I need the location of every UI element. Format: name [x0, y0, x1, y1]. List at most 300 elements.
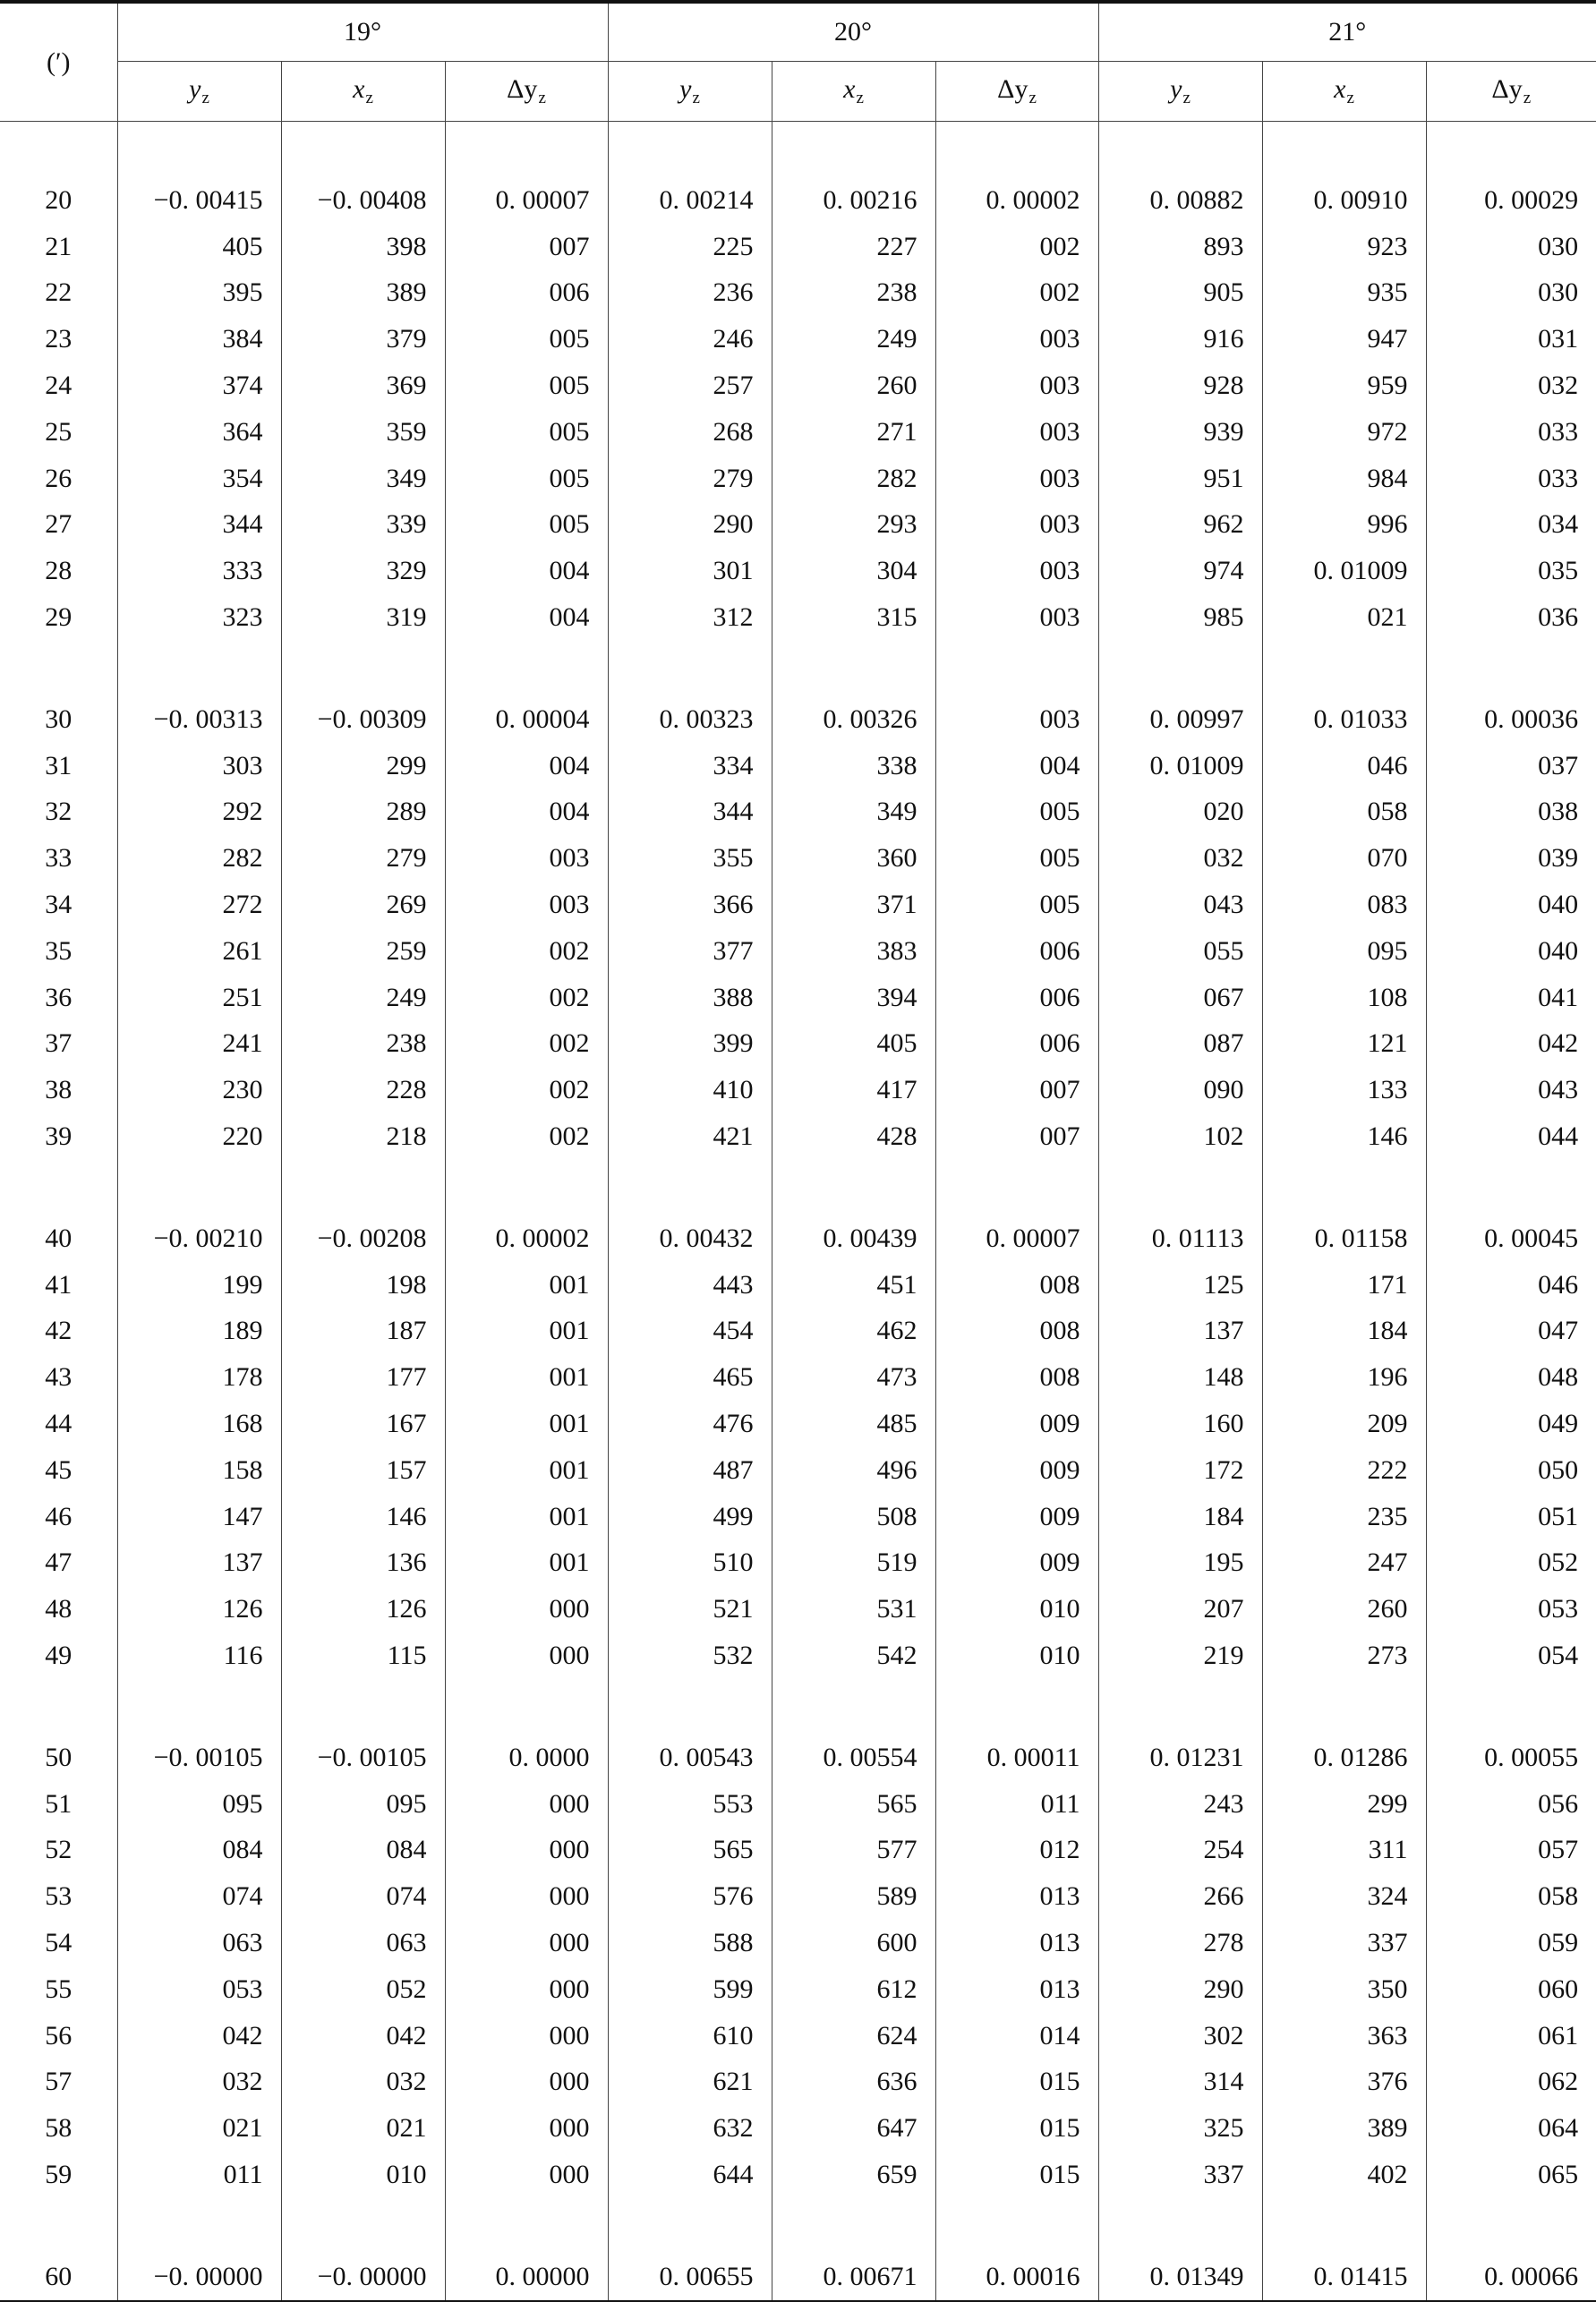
cell-x20: 260: [772, 362, 935, 409]
cell-x19: 187: [281, 1309, 445, 1355]
cell-dy20: 014: [935, 2013, 1098, 2059]
cell-minute: 51: [45, 1788, 73, 1819]
cell-x21: 184: [1262, 1309, 1426, 1355]
cell-x20: 451: [772, 1262, 935, 1309]
cell-x19: 115: [281, 1633, 445, 1679]
cell-y20: 0. 00432: [608, 1215, 772, 1262]
cell-dy21: 030: [1426, 270, 1596, 317]
cell-minute: 39: [45, 1121, 73, 1152]
cell-dy21: 061: [1426, 2013, 1596, 2059]
cell-x19: 063: [281, 1920, 445, 1966]
cell-dy19: 0. 00000: [445, 2254, 608, 2301]
cell-dy20: 008: [935, 1309, 1098, 1355]
cell-x19: 379: [281, 316, 445, 362]
cell-x20: 371: [772, 882, 935, 928]
cell-x19: 052: [281, 1966, 445, 2013]
cell-dy19: 001: [445, 1494, 608, 1540]
cell-y20: 499: [608, 1494, 772, 1540]
cell-dy21: 047: [1426, 1309, 1596, 1355]
cell-x21: 058: [1262, 789, 1426, 836]
cell-y20: 0. 00543: [608, 1735, 772, 1781]
cell-minute: 36: [45, 982, 73, 1012]
cell-x20: 249: [772, 316, 935, 362]
cell-dy21: 0. 00045: [1426, 1215, 1596, 1262]
cell-y20: 355: [608, 835, 772, 882]
cell-y20: 621: [608, 2059, 772, 2105]
cell-y19: 282: [117, 835, 281, 882]
cell-y20: 521: [608, 1586, 772, 1633]
cell-dy21: 051: [1426, 1494, 1596, 1540]
subheader-symbol: y: [1170, 74, 1182, 104]
cell-x19: 238: [281, 1021, 445, 1068]
table-body: [0, 122, 1596, 2301]
cell-x19: 359: [281, 409, 445, 456]
cell-y19: 116: [117, 1633, 281, 1679]
group-spacer: [0, 1160, 1596, 1215]
cell-x19: 289: [281, 789, 445, 836]
cell-x21: 363: [1262, 2013, 1426, 2059]
cell-y20: 312: [608, 594, 772, 641]
cell-x21: 324: [1262, 1873, 1426, 1920]
cell-y21: 325: [1098, 2105, 1262, 2152]
cell-dy21: 031: [1426, 316, 1596, 362]
cell-x21: 095: [1262, 928, 1426, 975]
cell-x20: 496: [772, 1447, 935, 1494]
cell-y20: 454: [608, 1309, 772, 1355]
cell-y19: 272: [117, 882, 281, 928]
cell-dy21: 033: [1426, 409, 1596, 456]
cell-x19: 259: [281, 928, 445, 975]
cell-y19: 063: [117, 1920, 281, 1966]
cell-y21: 337: [1098, 2152, 1262, 2198]
cell-x21: 0. 01033: [1262, 696, 1426, 743]
cell-x19: −0. 00105: [281, 1735, 445, 1781]
cell-minute: 37: [45, 1028, 73, 1059]
cell-y20: 290: [608, 502, 772, 549]
cell-dy20: 009: [935, 1447, 1098, 1494]
cell-x19: 329: [281, 548, 445, 594]
cell-dy19: 005: [445, 409, 608, 456]
cell-y20: 225: [608, 224, 772, 270]
cell-dy21: 032: [1426, 362, 1596, 409]
table-row: [0, 2105, 1596, 2152]
cell-y21: 102: [1098, 1113, 1262, 1160]
cell-x19: 167: [281, 1401, 445, 1447]
cell-x20: 227: [772, 224, 935, 270]
cell-minute: 23: [45, 324, 73, 354]
cell-dy20: 002: [935, 224, 1098, 270]
cell-dy20: 012: [935, 1828, 1098, 1874]
cell-minute: 31: [45, 750, 73, 780]
cell-x20: 542: [772, 1633, 935, 1679]
cell-dy21: 041: [1426, 975, 1596, 1021]
cell-x19: 126: [281, 1586, 445, 1633]
cell-minute: 47: [45, 1547, 73, 1578]
cell-x21: 935: [1262, 270, 1426, 317]
cell-dy21: 050: [1426, 1447, 1596, 1494]
degree-header-19: 19°: [117, 2, 608, 62]
table-row: [0, 502, 1596, 549]
cell-minute: 57: [45, 2067, 73, 2097]
cell-y19: 021: [117, 2105, 281, 2152]
cell-dy21: 059: [1426, 1920, 1596, 1966]
cell-x19: 269: [281, 882, 445, 928]
table-row: [0, 456, 1596, 502]
cell-dy21: 038: [1426, 789, 1596, 836]
cell-x19: 249: [281, 975, 445, 1021]
cell-y20: 246: [608, 316, 772, 362]
cell-minute: 29: [45, 602, 73, 633]
cell-y20: 268: [608, 409, 772, 456]
cell-x19: 021: [281, 2105, 445, 2152]
cell-dy21: 065: [1426, 2152, 1596, 2198]
group-spacer: [0, 122, 1596, 178]
cell-dy19: 000: [445, 1920, 608, 1966]
cell-minute: 49: [45, 1641, 73, 1670]
cell-dy20: 015: [935, 2152, 1098, 2198]
cell-x21: 083: [1262, 882, 1426, 928]
cell-dy20: 006: [935, 975, 1098, 1021]
cell-dy20: 003: [935, 548, 1098, 594]
cell-y19: 178: [117, 1354, 281, 1401]
cell-y19: −0. 00415: [117, 177, 281, 224]
table-row: [0, 1021, 1596, 1068]
cell-x19: 074: [281, 1873, 445, 1920]
cell-y19: 011: [117, 2152, 281, 2198]
cell-x19: 349: [281, 456, 445, 502]
cell-y20: 421: [608, 1113, 772, 1160]
cell-dy20: 013: [935, 1920, 1098, 1966]
cell-y19: 292: [117, 789, 281, 836]
cell-x20: 636: [772, 2059, 935, 2105]
cell-x20: 349: [772, 789, 935, 836]
cell-y19: 126: [117, 1586, 281, 1633]
cell-minute: 27: [45, 509, 73, 540]
cell-y21: 0. 01113: [1098, 1215, 1262, 1262]
cell-dy21: 043: [1426, 1067, 1596, 1113]
cell-minute: 58: [45, 2113, 73, 2144]
cell-dy21: 054: [1426, 1633, 1596, 1679]
cell-dy21: 052: [1426, 1540, 1596, 1587]
cell-x19: −0. 00208: [281, 1215, 445, 1262]
cell-dy21: 053: [1426, 1586, 1596, 1633]
cell-y19: −0. 00313: [117, 696, 281, 743]
cell-dy19: 003: [445, 882, 608, 928]
cell-y21: 160: [1098, 1401, 1262, 1447]
cell-minute: 43: [45, 1362, 73, 1393]
cell-x19: 339: [281, 502, 445, 549]
cell-y21: 207: [1098, 1586, 1262, 1633]
cell-y20: 388: [608, 975, 772, 1021]
cell-dy21: 0. 00055: [1426, 1735, 1596, 1781]
cell-x21: 923: [1262, 224, 1426, 270]
cell-x21: 121: [1262, 1021, 1426, 1068]
cell-y19: 042: [117, 2013, 281, 2059]
cell-x21: 0. 01415: [1262, 2254, 1426, 2301]
cell-minute: 33: [45, 843, 73, 874]
cell-dy19: 002: [445, 1067, 608, 1113]
table-row: [0, 1354, 1596, 1401]
cell-x19: 177: [281, 1354, 445, 1401]
cell-dy19: 001: [445, 1309, 608, 1355]
cell-dy20: 008: [935, 1354, 1098, 1401]
cell-x20: 428: [772, 1113, 935, 1160]
cell-y20: 465: [608, 1354, 772, 1401]
cell-x20: 417: [772, 1067, 935, 1113]
cell-minute: 53: [45, 1881, 73, 1912]
subheader-y-0: [117, 62, 281, 122]
cell-minute: 30: [45, 703, 73, 734]
group-spacer: [0, 641, 1596, 696]
table-row: [0, 1828, 1596, 1874]
cell-dy20: 011: [935, 1781, 1098, 1828]
cell-x21: 376: [1262, 2059, 1426, 2105]
cell-x20: 0. 00326: [772, 696, 935, 743]
cell-y20: 377: [608, 928, 772, 975]
subheader-subscript: z: [201, 89, 209, 107]
cell-dy21: 058: [1426, 1873, 1596, 1920]
table-row: [0, 2013, 1596, 2059]
table-row: [0, 224, 1596, 270]
cell-y19: 303: [117, 743, 281, 789]
cell-x21: 235: [1262, 1494, 1426, 1540]
cell-y19: 074: [117, 1873, 281, 1920]
subheader-symbol: x: [353, 74, 365, 104]
cell-y21: 043: [1098, 882, 1262, 928]
cell-y20: 0. 00214: [608, 177, 772, 224]
cell-dy19: 005: [445, 362, 608, 409]
cell-dy21: 039: [1426, 835, 1596, 882]
cell-y20: 366: [608, 882, 772, 928]
cell-y20: 410: [608, 1067, 772, 1113]
cell-minute: 20: [45, 184, 73, 215]
cell-dy20: 009: [935, 1494, 1098, 1540]
cell-y20: 632: [608, 2105, 772, 2152]
cell-x20: 383: [772, 928, 935, 975]
minute-header: (′): [0, 2, 117, 122]
table-row: [0, 1633, 1596, 1679]
cell-x20: 304: [772, 548, 935, 594]
cell-dy19: 004: [445, 743, 608, 789]
cell-dy21: 060: [1426, 1966, 1596, 2013]
cell-x20: 565: [772, 1781, 935, 1828]
cell-x19: 398: [281, 224, 445, 270]
table-row: [0, 1586, 1596, 1633]
cell-minute: 40: [45, 1223, 73, 1253]
cell-x21: 337: [1262, 1920, 1426, 1966]
cell-dy20: 0. 00007: [935, 1215, 1098, 1262]
cell-dy20: 010: [935, 1586, 1098, 1633]
cell-dy19: 004: [445, 594, 608, 641]
cell-x21: 260: [1262, 1586, 1426, 1633]
cell-x21: 0. 01009: [1262, 548, 1426, 594]
cell-x21: 046: [1262, 743, 1426, 789]
cell-x19: −0. 00408: [281, 177, 445, 224]
cell-y21: 974: [1098, 548, 1262, 594]
cell-dy21: 062: [1426, 2059, 1596, 2105]
cell-x19: 389: [281, 270, 445, 317]
cell-y19: −0. 00000: [117, 2254, 281, 2301]
cell-dy20: 003: [935, 502, 1098, 549]
cell-y20: 443: [608, 1262, 772, 1309]
cell-minute: 38: [45, 1075, 73, 1105]
cell-minute: 59: [45, 2159, 73, 2189]
cell-x21: 947: [1262, 316, 1426, 362]
cell-x19: −0. 00000: [281, 2254, 445, 2301]
cell-y19: 374: [117, 362, 281, 409]
cell-y19: 032: [117, 2059, 281, 2105]
cell-minute: 34: [45, 890, 73, 920]
cell-y21: 962: [1098, 502, 1262, 549]
cell-minute: 52: [45, 1835, 73, 1865]
cell-x21: 222: [1262, 1447, 1426, 1494]
cell-dy19: 002: [445, 1021, 608, 1068]
cell-x21: 196: [1262, 1354, 1426, 1401]
cell-dy21: 0. 00036: [1426, 696, 1596, 743]
table-row: [0, 1781, 1596, 1828]
cell-dy19: 005: [445, 456, 608, 502]
cell-x20: 405: [772, 1021, 935, 1068]
cell-minute: 35: [45, 935, 73, 966]
cell-x21: 984: [1262, 456, 1426, 502]
cell-y19: 251: [117, 975, 281, 1021]
cell-dy21: 049: [1426, 1401, 1596, 1447]
cell-dy21: 048: [1426, 1354, 1596, 1401]
cell-minute: 41: [45, 1269, 73, 1300]
cell-minute: 25: [45, 416, 73, 447]
cell-y21: 172: [1098, 1447, 1262, 1494]
cell-y19: 405: [117, 224, 281, 270]
cell-y19: −0. 00210: [117, 1215, 281, 1262]
cell-minute: 45: [45, 1454, 73, 1485]
cell-y20: 532: [608, 1633, 772, 1679]
subheader-delta-2: [1426, 62, 1596, 122]
table-row: [0, 409, 1596, 456]
cell-dy20: 015: [935, 2059, 1098, 2105]
cell-x20: 531: [772, 1586, 935, 1633]
table-row: [0, 2059, 1596, 2105]
cell-y19: 241: [117, 1021, 281, 1068]
cell-y20: 334: [608, 743, 772, 789]
table-row: [0, 1309, 1596, 1355]
cell-y21: 137: [1098, 1309, 1262, 1355]
cell-y21: 266: [1098, 1873, 1262, 1920]
cell-y20: 0. 00655: [608, 2254, 772, 2301]
table-row: [0, 696, 1596, 743]
cell-x21: 959: [1262, 362, 1426, 409]
table-row: [0, 2254, 1596, 2301]
cell-y19: 199: [117, 1262, 281, 1309]
cell-x21: 996: [1262, 502, 1426, 549]
cell-y19: 364: [117, 409, 281, 456]
cell-dy21: 033: [1426, 456, 1596, 502]
subheader-delta-1: [935, 62, 1098, 122]
subheader-subscript: z: [692, 89, 700, 107]
cell-dy19: 007: [445, 224, 608, 270]
cell-dy20: 013: [935, 1873, 1098, 1920]
cell-y19: 147: [117, 1494, 281, 1540]
cell-dy20: 013: [935, 1966, 1098, 2013]
table-row: [0, 1735, 1596, 1781]
cell-y20: 236: [608, 270, 772, 317]
cell-y21: 067: [1098, 975, 1262, 1021]
cell-x19: 084: [281, 1828, 445, 1874]
table-row: [0, 1215, 1596, 1262]
cell-y21: 916: [1098, 316, 1262, 362]
subheader-symbol: y: [679, 74, 692, 104]
cell-dy19: 003: [445, 835, 608, 882]
cell-y19: −0. 00105: [117, 1735, 281, 1781]
table-row: [0, 1113, 1596, 1160]
cell-dy20: 002: [935, 270, 1098, 317]
cell-x20: 589: [772, 1873, 935, 1920]
cell-dy20: 005: [935, 835, 1098, 882]
cell-y21: 090: [1098, 1067, 1262, 1113]
cell-x21: 021: [1262, 594, 1426, 641]
table-row: [0, 1540, 1596, 1587]
cell-x20: 238: [772, 270, 935, 317]
cell-dy20: 015: [935, 2105, 1098, 2152]
cell-dy20: 004: [935, 743, 1098, 789]
cell-dy20: 006: [935, 928, 1098, 975]
cell-y20: 0. 00323: [608, 696, 772, 743]
cell-x20: 0. 00554: [772, 1735, 935, 1781]
cell-dy19: 005: [445, 502, 608, 549]
cell-dy20: 003: [935, 696, 1098, 743]
table-row: [0, 316, 1596, 362]
table-row: [0, 743, 1596, 789]
cell-minute: 60: [0, 2254, 117, 2301]
cell-x21: 070: [1262, 835, 1426, 882]
cell-dy19: 000: [445, 2013, 608, 2059]
cell-dy20: 003: [935, 409, 1098, 456]
cell-dy19: 000: [445, 1586, 608, 1633]
cell-x20: 473: [772, 1354, 935, 1401]
subheader-subscript: z: [1523, 89, 1532, 107]
cell-dy21: 040: [1426, 882, 1596, 928]
cell-dy20: 006: [935, 1021, 1098, 1068]
cell-x20: 508: [772, 1494, 935, 1540]
subheader-symbol: y: [189, 74, 201, 104]
subheader-subscript: z: [538, 89, 546, 107]
table-row: [0, 1447, 1596, 1494]
degree-header-21: 21°: [1098, 2, 1596, 62]
cell-dy21: 046: [1426, 1262, 1596, 1309]
cell-dy20: 005: [935, 789, 1098, 836]
subheader-symbol: Δy: [997, 74, 1028, 104]
table-row: [0, 1067, 1596, 1113]
cell-x21: 209: [1262, 1401, 1426, 1447]
table-row: [0, 2152, 1596, 2198]
cell-y21: 928: [1098, 362, 1262, 409]
cell-x20: 600: [772, 1920, 935, 1966]
cell-x20: 577: [772, 1828, 935, 1874]
cell-x19: 157: [281, 1447, 445, 1494]
cell-x20: 624: [772, 2013, 935, 2059]
cell-x20: 0. 00216: [772, 177, 935, 224]
cell-x19: 095: [281, 1781, 445, 1828]
cell-y19: 053: [117, 1966, 281, 2013]
cell-x21: 0. 00910: [1262, 177, 1426, 224]
cell-dy19: 004: [445, 548, 608, 594]
cell-x21: 402: [1262, 2152, 1426, 2198]
subheader-subscript: z: [856, 89, 864, 107]
table-row: [0, 975, 1596, 1021]
cell-minute: 42: [45, 1316, 73, 1346]
cell-dy19: 000: [445, 2059, 608, 2105]
cell-dy19: 000: [445, 1966, 608, 2013]
cell-x19: 369: [281, 362, 445, 409]
